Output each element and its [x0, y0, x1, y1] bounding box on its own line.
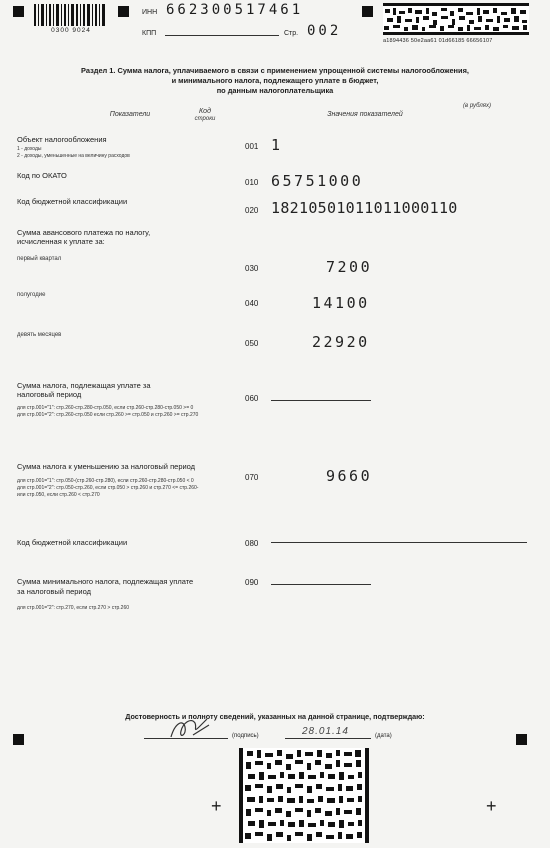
row-060-note-1: для стр.001="1": стр.260-стр.280-стр.050, если стр.260-стр.280-стр.050 >= 0: [17, 405, 194, 411]
row-070-code: 070: [245, 473, 259, 482]
corner-marker-top-right: [362, 6, 373, 17]
row-090-blank-line: [271, 584, 371, 585]
row-070-note-3: или стр.050, если стр.260 < стр.270: [17, 492, 100, 498]
qr-caption: a1894436 50e2aa61 01d66185 66656107: [383, 38, 493, 44]
column-header-values: Значения показателей: [327, 111, 403, 118]
signature-mark: [165, 713, 225, 743]
registration-plus-right: +: [486, 796, 497, 816]
row-010-code: 010: [245, 178, 259, 187]
row-040-label: полугодие: [17, 292, 46, 298]
page-value: 002: [307, 23, 342, 39]
row-001-note-1: 1 - доходы: [17, 146, 42, 152]
kpp-blank-line: [165, 35, 279, 36]
row-080-blank-line: [271, 542, 527, 543]
registration-plus-left: +: [211, 796, 222, 816]
row-060-blank-line: [271, 400, 371, 401]
row-020-label: Код бюджетной классификации: [17, 197, 128, 206]
section-title-line-1: Раздел 1. Сумма налога, уплачиваемого в связи с применением упрощенной системы налогообложения,: [81, 66, 469, 75]
top-barcode: [34, 4, 106, 32]
row-030-value: 7200: [326, 258, 373, 276]
section-title-line-3: по данным налогоплательщика: [216, 86, 334, 95]
row-001-value: 1: [271, 136, 283, 154]
row-070-note-1: для стр.001="1": стр.050-(стр.260-стр.280), если стр.260-стр.280-стр.050 < 0: [17, 478, 194, 484]
row-001-code: 001: [245, 142, 259, 151]
row-030-label: первый квартал: [17, 256, 62, 262]
row-020-value: 18210501011011000110: [271, 199, 458, 217]
advance-heading-line-2: исчисленная к уплате за:: [17, 237, 105, 246]
row-090-label-line-2: за налоговый период: [17, 587, 92, 596]
section-title-line-2: и минимального налога, подлежащего уплате в бюджет,: [171, 76, 379, 85]
row-050-label: девять месяцев: [17, 332, 62, 338]
column-header-indicators: Показатели: [109, 111, 151, 118]
barcode-number: 0300 9024: [51, 27, 91, 34]
column-header-code-line-2: строки: [194, 116, 216, 122]
certification-text: Достоверность и полноту сведений, указанных на данной странице, подтверждаю:: [125, 712, 425, 721]
page-label: Стр.: [284, 30, 299, 37]
kpp-label: КПП: [142, 30, 157, 37]
row-090-code: 090: [245, 578, 259, 587]
row-060-label-line-1: Сумма налога, подлежащая уплате за: [17, 381, 151, 390]
row-040-code: 040: [245, 299, 259, 308]
row-040-value: 14100: [312, 294, 370, 312]
inn-value: 662300517461: [166, 2, 304, 18]
units-label: (в рублях): [463, 103, 491, 109]
row-050-value: 22920: [312, 333, 370, 351]
inn-label: ИНН: [142, 9, 158, 16]
row-001-note-2: 2 - доходы, уменьшенные на величину расходов: [17, 153, 130, 159]
row-020-code: 020: [245, 206, 259, 215]
corner-marker-top-left: [13, 6, 24, 17]
row-001-label: Объект налогообложения: [17, 135, 107, 144]
advance-heading-line-1: Сумма авансового платежа по налогу,: [17, 228, 151, 237]
corner-marker-top-mid: [118, 6, 129, 17]
row-010-label: Код по ОКАТО: [17, 171, 67, 180]
row-050-code: 050: [245, 339, 259, 348]
row-010-value: 65751000: [271, 172, 364, 190]
signature-caption: (подпись): [232, 733, 259, 739]
row-070-value: 9660: [326, 467, 373, 485]
row-030-code: 030: [245, 264, 259, 273]
date-line: [285, 738, 371, 739]
row-090-label-line-1: Сумма минимального налога, подлежащая уплате: [17, 577, 194, 586]
date-caption: (дата): [375, 733, 392, 739]
row-060-code: 060: [245, 394, 259, 403]
row-070-label: Сумма налога к уменьшению за налоговый период: [17, 462, 196, 471]
corner-marker-bottom-right: [516, 734, 527, 745]
row-090-note: для стр.001="2": стр.270, если стр.270 > стр.260: [17, 605, 130, 611]
row-080-code: 080: [245, 539, 259, 548]
top-2d-barcode: [383, 3, 529, 35]
corner-marker-bottom-left: [13, 734, 24, 745]
row-060-note-2: для стр.001="2": стр.260-стр.050 если стр.260 >= стр.050 и стр.260 >= стр.270: [17, 412, 199, 418]
row-080-label: Код бюджетной классификации: [17, 538, 128, 547]
bottom-2d-barcode: [239, 748, 369, 843]
row-070-note-2: для стр.001="2": стр.050-стр.260, если стр.050 > стр.260 и стр.270 <= стр.260-: [17, 485, 199, 491]
date-value: 28.01.14: [302, 726, 349, 737]
row-060-label-line-2: налоговый период: [17, 390, 82, 399]
column-header-code-line-1: Код: [199, 108, 211, 115]
